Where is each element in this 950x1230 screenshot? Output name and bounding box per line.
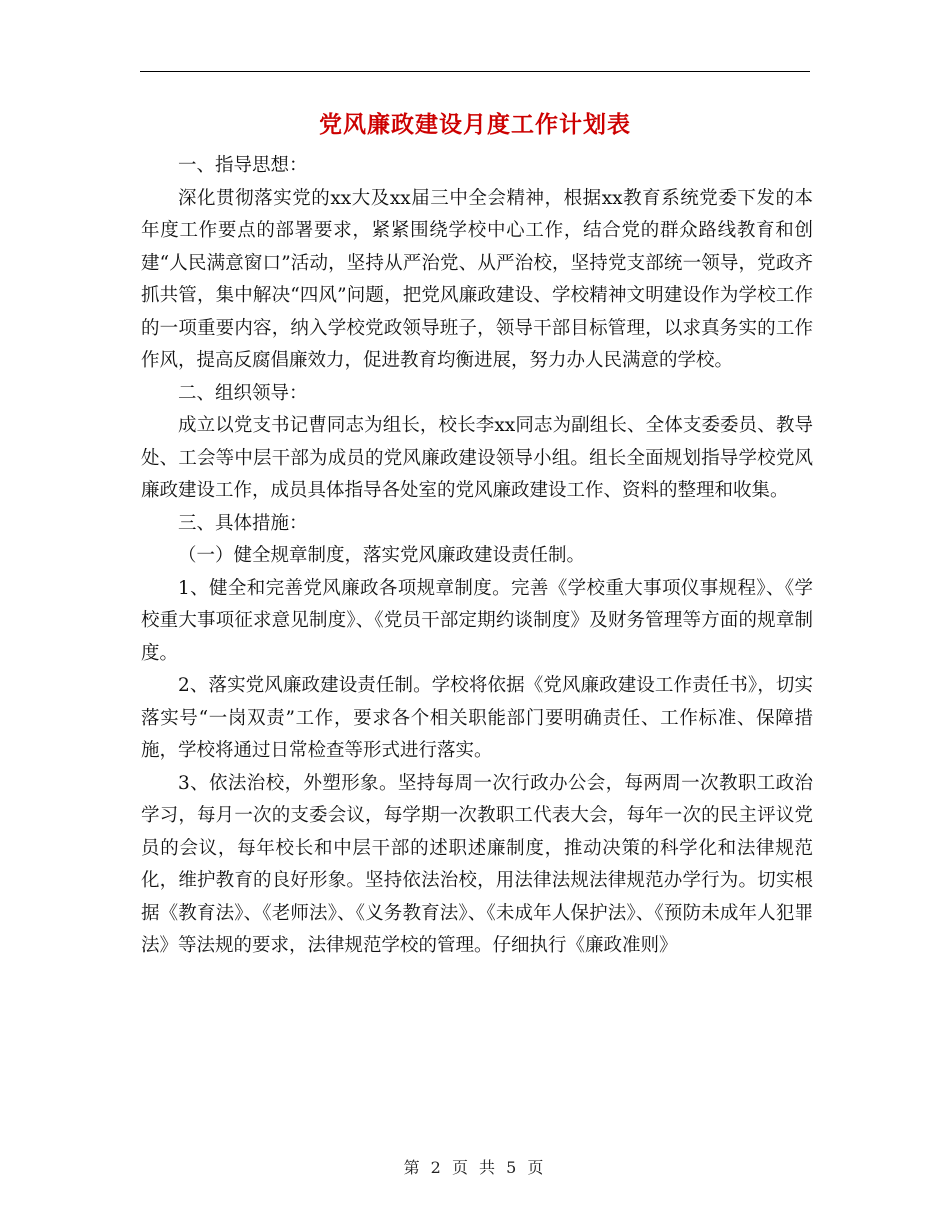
paragraph-guiding-ideology: 深化贯彻落实党的xx大及xx届三中全会精神，根据xx教育系统党委下发的本年度工作要点的部署要求，紧紧围绕学校中心工作，结合党的群众路线教育和创建“人民满意窗口”活动，坚持从严治党、从严治校，坚持党支部统一领导，党政齐抓共管，集中解决“四风”问题，把党风廉政建设、学校精神文明建设作为学校工作的一项重要内容，纳入学校党政领导班子，领导干部目标管理，以求真务实的工作作风，提高反腐倡廉效力，促进教育均衡进展，努力办人民满意的学校。 [141, 187, 813, 371]
document-title: 党风廉政建设月度工作计划表 [319, 112, 631, 138]
paragraph-measure-2: 2、落实党风廉政建设责任制。学校将依据《党风廉政建设工作责任书》，切实落实号“一岗双责”工作，要求各个相关职能部门要明确责任、工作标准、保障措施，学校将通过日常检查等形式进行落实。 [141, 675, 813, 761]
header-rule [140, 71, 810, 72]
heading-organization: 二、组织领导： [178, 382, 308, 404]
paragraph-measure-3: 3、依法治校，外塑形象。坚持每周一次行政办公会，每两周一次教职工政治学习，每月一次的支委会议，每学期一次教职工代表大会，每年一次的民主评议党员的会议，每年校长和中层干部的述职述廉制度，推动决策的科学化和法律规范化，维护教育的良好形象。坚持依法治校，用法律法规法律规范办学行为。切实根据《教育法》、《老师法》、《义务教育法》、《未成年人保护法》、《预防未成年人犯罪法》等法规的要求，法律规范学校的管理。仔细执行《廉政准则》 [141, 772, 813, 956]
paragraph-organization: 成立以党支书记曹同志为组长，校长李xx同志为副组长、全体支委委员、教导处、工会等中层干部为成员的党风廉政建设领导小组。组长全面规划指导学校党风廉政建设工作，成员具体指导各处室的党风廉政建设工作、资料的整理和收集。 [141, 415, 813, 501]
heading-guiding-ideology: 一、指导思想： [178, 155, 308, 176]
document-body [141, 150, 813, 963]
page-number: 第 2 页 共 5 页 [403, 1158, 547, 1177]
heading-measures: 三、具体措施： [178, 512, 308, 534]
paragraph-measure-1: 1、健全和完善党风廉政各项规章制度。完善《学校重大事项仪事规程》、《学校重大事项征求意见制度》、《党员干部定期约谈制度》及财务管理等方面的规章制度。 [141, 577, 813, 664]
subheading-regulations: （一）健全规章制度，落实党风廉政建设责任制。 [178, 545, 586, 566]
